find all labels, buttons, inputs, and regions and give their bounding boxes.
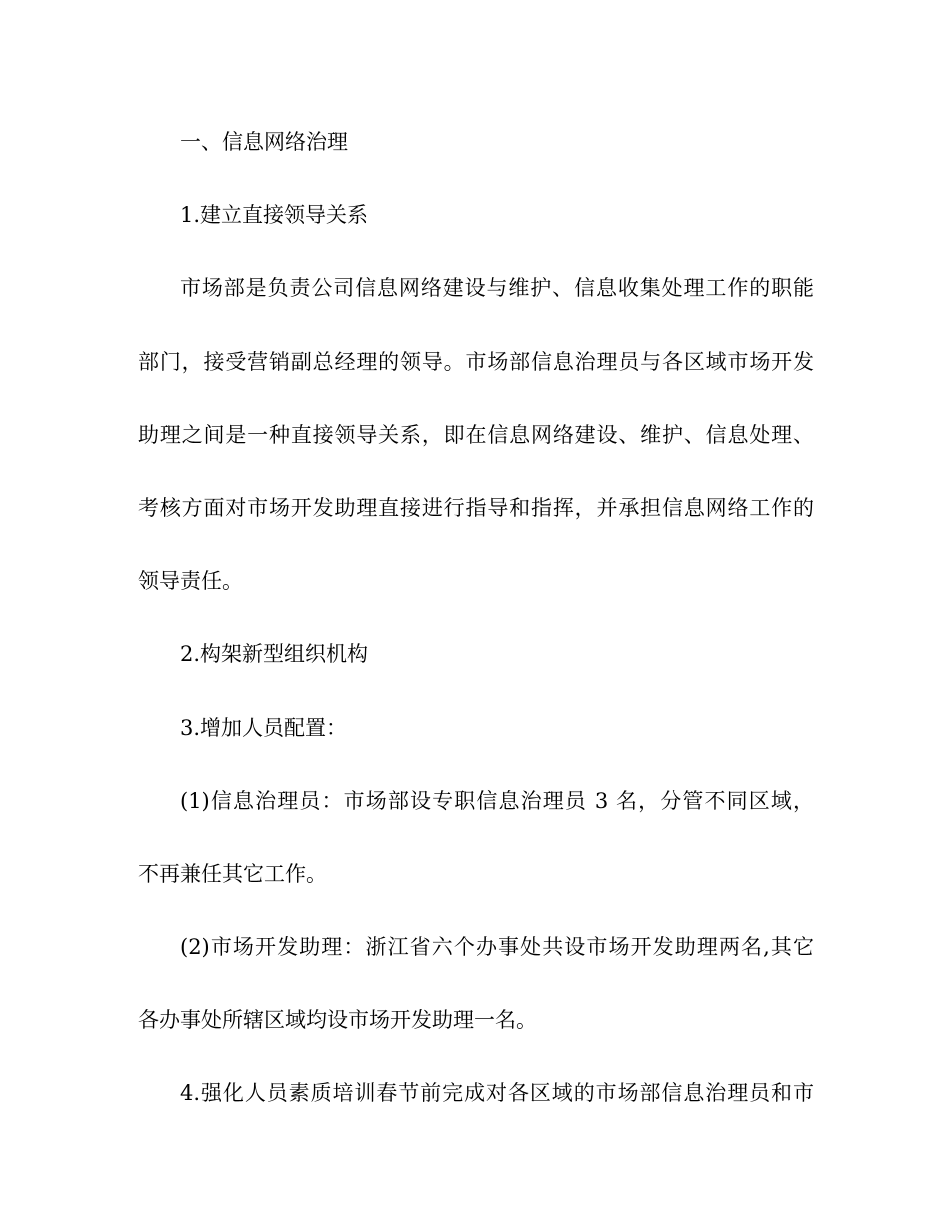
line-4: 助理之间是一种直接领导关系，即在信息网络建设、维护、信息处理、 — [138, 422, 814, 447]
line-8: 3.增加人员配置： — [180, 715, 348, 740]
line-2: 市场部是负责公司信息网络建设与维护、信息收集处理工作的职能 — [180, 276, 814, 301]
line-0: 一、信息网络治理 — [180, 130, 348, 154]
line-11: (2)市场开发助理：浙江省六个办事处共设市场开发助理两名,其它 — [180, 935, 814, 960]
line-1: 1.建立直接领导关系 — [180, 203, 369, 228]
line-3: 部门，接受营销副总经理的领导。市场部信息治理员与各区域市场开发 — [138, 349, 814, 374]
line-10: 不再兼任其它工作。 — [138, 861, 327, 886]
line-9: (1)信息治理员：市场部设专职信息治理员 3 名，分管不同区域， — [180, 788, 814, 813]
line-7: 2.构架新型组织机构 — [180, 642, 369, 667]
document-body — [138, 124, 814, 1149]
line-13: 4.强化人员素质培训春节前完成对各区域的市场部信息治理员和市 — [180, 1081, 814, 1106]
line-5: 考核方面对市场开发助理直接进行指导和指挥，并承担信息网络工作的 — [138, 495, 814, 520]
line-6: 领导责任。 — [138, 569, 243, 594]
line-12: 各办事处所辖区域均设市场开发助理一名。 — [138, 1008, 537, 1033]
